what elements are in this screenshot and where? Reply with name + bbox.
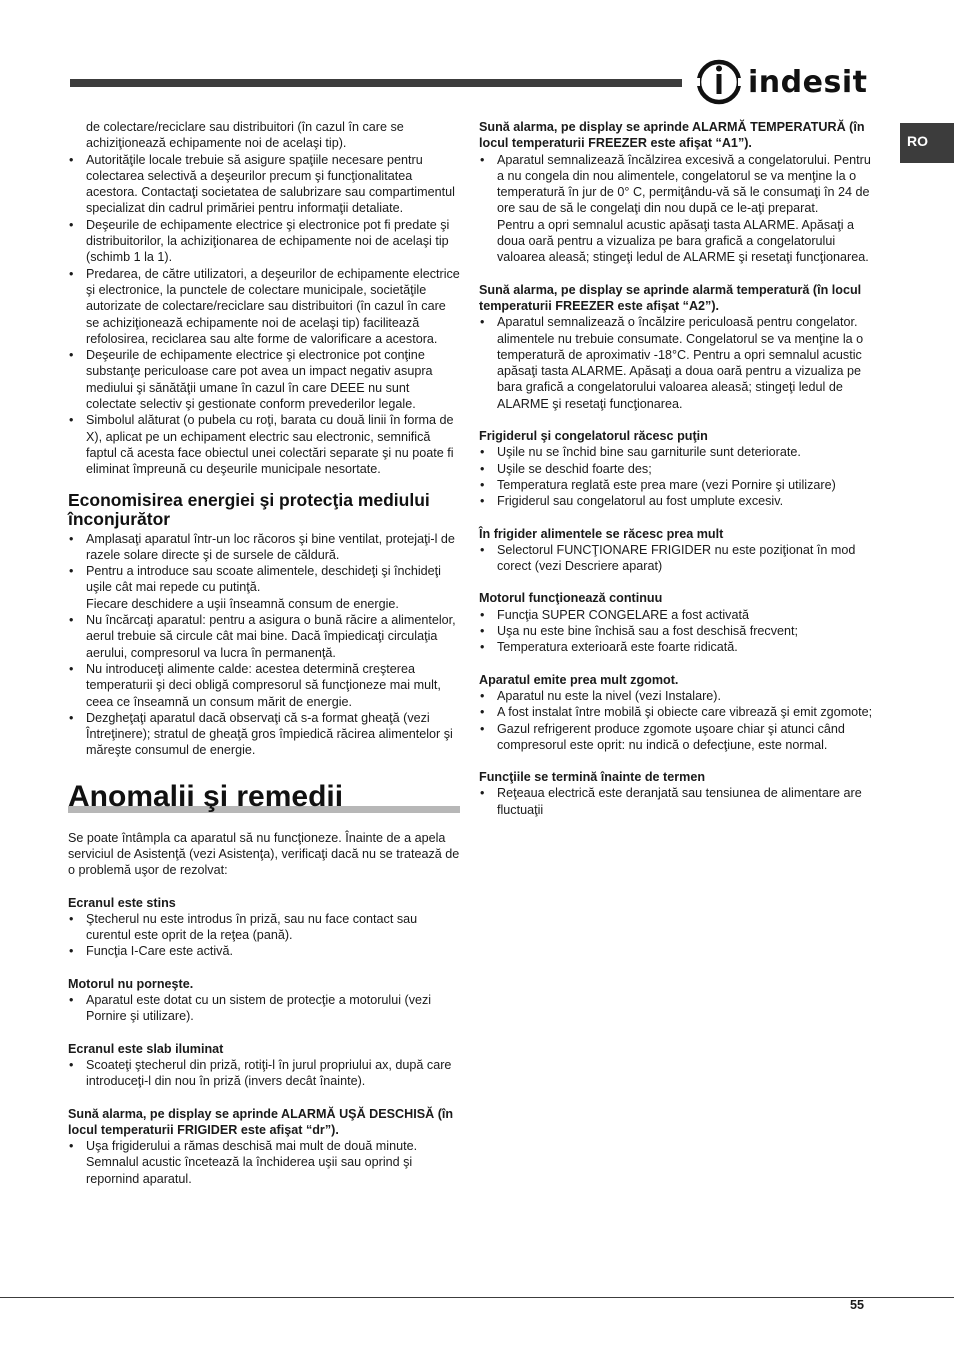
section-heading: Frigiderul şi congelatorul răcesc puţin [479, 429, 708, 444]
list-item: • Frigiderul sau congelatorul au fost umplute excesiv. [479, 493, 874, 509]
list-item: • Uşile se deschid foarte des; [479, 461, 874, 477]
continued-text: de colectare/reciclare sau distribuitori (în cazul în care se achiziţionează echipamente noi de acelaşi tip). [86, 120, 404, 151]
list-item: • Deşeurile de echipamente electrice şi electronice pot fi predate şi distribuitorilor, la achiziţionarea de echipamente noi de acelaşi tip (schimb 1 la 1). [68, 217, 460, 266]
section-heading: Motorul funcţionează continuu [479, 591, 663, 606]
list-item [68, 1138, 460, 1187]
page-title: Anomalii şi remedii [68, 779, 344, 813]
section-heading: Motorul nu porneşte. [68, 976, 194, 991]
list-item: • Scoateţi ştecherul din priză, rotiţi-l în jurul propriului ax, după care introduceţi-l din nou în priză (invers decât înainte). [68, 1057, 460, 1090]
language-tab: RO [900, 123, 954, 163]
list-item: • Aparatul semnalizează o încălzire periculoasă pentru congelator. alimentele nu trebuie consumate. Congelatorul se va menţine la o temperatură de aproximativ -18°C. Pentru a opri semnalul acustic apăsaţi tasta ALARME. Apăsaţi a doua oară pentru a vizualiza pe bara grafică a congelatorului valoarea aleasă; stingeţi ledul de ALARME şi resetaţi funcţionarea. [479, 314, 874, 412]
section-heading: În frigider alimentele se răcesc prea mult [479, 526, 724, 541]
recycling-list [68, 152, 460, 478]
list-item: • Amplasaţi aparatul într-un loc răcoros şi bine ventilat, protejaţi-l de razele solare directe şi de sursele de căldură. [68, 531, 460, 564]
list-item-text: Uşa frigiderului a rămas deschisă mai mult de două minute. Semnalul acustic încetează la închiderea uşii sau oprind şi repornind aparatul. [86, 1139, 418, 1186]
list-item-text: Aparatul semnalizează încălzirea excesivă a congelatorului. Pentru a nu congela din nou alimentele, congelatorul se va menţine la o temperatură în jur de 0° C, permiţându-vă să le consumaţi în 24 de ore sau de să le congelaţi din nou după ce le-aţi preparat. Pentru a opri semnalul acustic apăsaţi tasta ALARME. Apăsaţi a doua oară pentru a vizualiza pe bara grafică a congelatorului valoarea aleasă; stingeţi ledul de ALARME şi resetaţi funcţionarea. [497, 152, 871, 265]
energy-heading: Economisirea energiei şi protecţia mediului înconjurător [68, 489, 430, 529]
section-list [479, 785, 874, 818]
section-heading: Ecranul este slab iluminat [68, 1041, 224, 1056]
list-item: • Autorităţile locale trebuie să asigure spaţiile necesare pentru colectarea selectivă a deşeurilor precum şi funcţionalitatea acestora. Contactaţi societatea de salubrizare sau compartimentul specializat din cadrul primăriei pentru informaţii detaliate. [68, 152, 460, 217]
header-bar [70, 79, 682, 87]
section-list [479, 152, 874, 266]
section-list [479, 688, 874, 753]
section-list [68, 1057, 460, 1090]
list-item: • Temperatura exterioară este foarte ridicată. [479, 639, 874, 655]
list-item [68, 563, 460, 612]
list-item: • Aparatul nu este la nivel (vezi Instalare). [479, 688, 874, 704]
section-heading: Ecranul este stins [68, 895, 176, 910]
list-item: • A fost instalat între mobilă şi obiecte care vibrează şi emit zgomote; [479, 704, 874, 720]
list-item: • Dezgheţaţi aparatul dacă observaţi că s-a format gheaţă (vezi Întreţinere); stratul de gheaţă gros împiedică răcirea alimentelor şi măreşte consumul de energie. [68, 710, 460, 759]
right-column [479, 119, 874, 818]
list-item: • Nu încărcaţi aparatul: pentru a asigura o bună răcire a alimentelor, aerul trebuie să circule cât mai bine. Dacă împiedicaţi circulaţia aerului, compresorul va lucra în permanenţă. [68, 612, 460, 661]
section-heading: Sună alarma, pe display se aprinde alarmă temperatură (în locul temperaturii FREEZER este afişat “A2”). [479, 282, 862, 313]
section-list [68, 1138, 460, 1187]
list-item: • Funcţia I-Care este activă. [68, 943, 460, 959]
list-item: • Predarea, de către utilizatori, a deşeurilor de echipamente electrice şi electronice, la punctele de colectare municipale, societăţile autorizate de colectare/reciclare sau distribuitori (în cazul în care se achiziţionează echipamente noi de acelaşi tip) facilitează refolosirea, reciclarea sau alte forme de valorificare a acestora. [68, 266, 460, 347]
brand-logo [696, 58, 867, 106]
list-item: • Ştecherul nu este introdus în priză, sau nu face contact sau curentul este oprit de la reţea (pană). [68, 911, 460, 944]
list-item: • Nu introduceţi alimente calde: acestea determină creşterea temperaturii şi deci obligă compresorul să funcţioneze mai mult, ceea ce înseamnă un consum mărit de energie. [68, 661, 460, 710]
anomalies-intro: Se poate întâmpla ca aparatul să nu funcţioneze. Înainte de a apela serviciul de Asistenţă (vezi Asistenţa), verificaţi dacă nu se tratează de o problemă uşor de rezolvat: [68, 830, 460, 878]
page-number: 55 [850, 1298, 865, 1312]
energy-list [68, 531, 460, 759]
list-item: • Deşeurile de echipamente electrice şi electronice pot conţine substanţe periculoase care pot avea un impact negativ asupra mediului şi sănătăţii umane în cazul în care DEEE nu sunt colectate selectiv şi gestionate conform prevederilor legale. [68, 347, 460, 412]
list-item: • Uşile nu se închid bine sau garniturile sunt deteriorate. [479, 444, 874, 460]
section-heading: Aparatul emite prea mult zgomot. [479, 672, 679, 687]
section-list [479, 607, 874, 656]
list-item: • Uşa nu este bine închisă sau a fost deschisă frecvent; [479, 623, 874, 639]
list-item: • Aparatul este dotat cu un sistem de protecţie a motorului (vezi Pornire şi utilizare). [68, 992, 460, 1025]
list-item: • Funcţia SUPER CONGELARE a fost activată [479, 607, 874, 623]
list-item-text: Pentru a introduce sau scoate alimentele, deschideţi şi închideţi uşile cât mai repede cu putinţă. Fiecare deschidere a uşii înseamnă consum de energie. [86, 564, 441, 611]
left-column [68, 119, 460, 1187]
list-item: • Reţeaua electrică este deranjată sau tensiunea de alimentare are fluctuaţii [479, 785, 874, 818]
section-list [68, 911, 460, 960]
section-heading: Sună alarma, pe display se aprinde ALARMĂ UŞĂ DESCHISĂ (în locul temperaturii FRIGIDER este afişat “dr”). [68, 1106, 454, 1137]
section-list [479, 314, 874, 412]
brand-name: indesit [748, 64, 868, 100]
section-list [68, 992, 460, 1025]
list-item [479, 152, 874, 266]
list-item: • Selectorul FUNCŢIONARE FRIGIDER nu este poziţionat în mod corect (vezi Descriere aparat) [479, 542, 874, 575]
list-item: • Simbolul alăturat (o pubela cu roţi, barata cu două linii în forma de X), aplicat pe un echipament electric sau electronic, semnifică faptul că acesta face obiectul unei colectări separate şi nu poate fi eliminat împreună cu deşeurile municipale nesortate. [68, 412, 460, 477]
brand-logo-mark-icon [696, 58, 742, 106]
footer-divider [0, 1297, 954, 1298]
section-heading: Sună alarma, pe display se aprinde ALARMĂ TEMPERATURĂ (în locul temperaturii FREEZER este afişat “A1”). [479, 120, 865, 151]
section-heading: Funcţiile se termină înainte de termen [479, 770, 706, 785]
anomalies-title-block [68, 779, 460, 821]
list-item: • Gazul refrigerent produce zgomote uşoare chiar şi atunci când compresorul este oprit: nu indică o defecţiune, este normal. [479, 721, 874, 754]
section-list [479, 444, 874, 509]
list-item: • Temperatura reglată este prea mare (vezi Pornire şi utilizare) [479, 477, 874, 493]
section-list [479, 542, 874, 575]
